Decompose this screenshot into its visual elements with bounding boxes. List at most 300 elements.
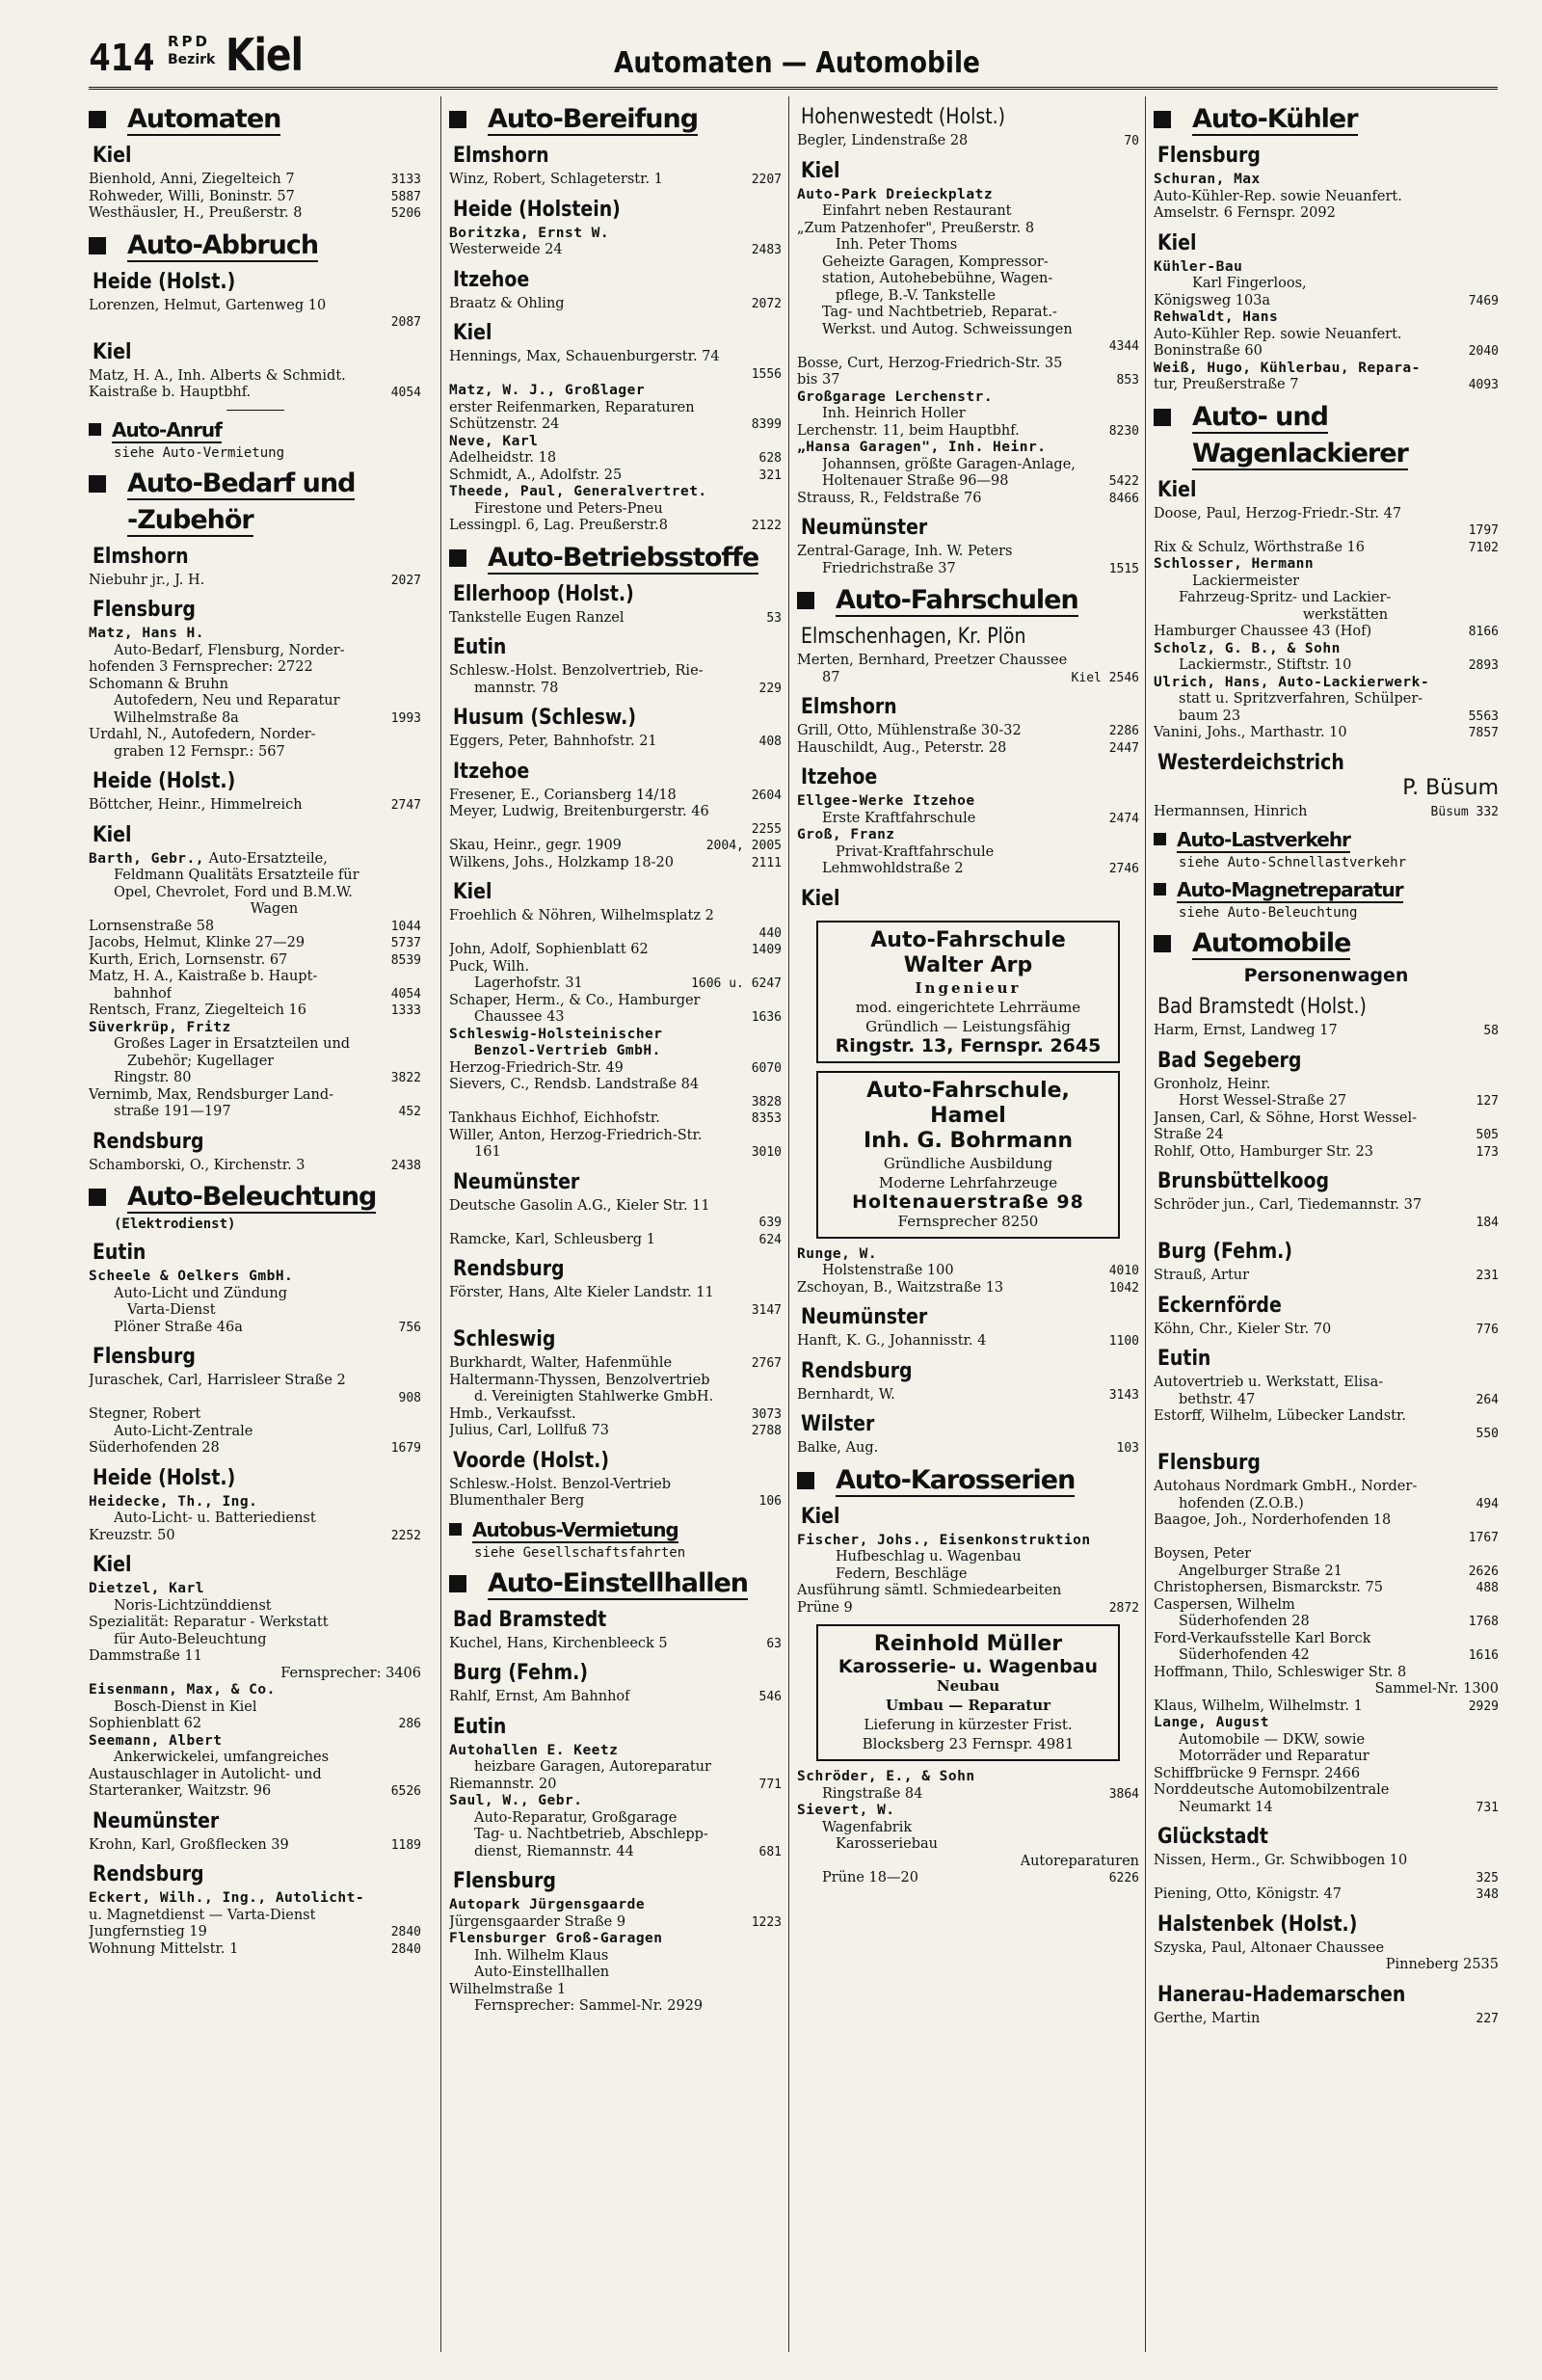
list-item: Hoffmann, Thilo, Schleswiger Str. 8: [1154, 1664, 1407, 1680]
list-item: 1556: [751, 366, 782, 382]
list-item: Heidecke, Th., Ing.: [89, 1493, 258, 1510]
list-item: hofenden (Z.O.B.) 494: [1179, 1495, 1499, 1511]
location-heading: Halstenbek (Holst.): [1157, 1912, 1358, 1937]
cross-reference: siehe Gesellschaftsfahrten: [474, 1544, 686, 1561]
list-item: Wagenfabrik: [822, 1819, 913, 1835]
cross-reference: siehe Auto-Beleuchtung: [1179, 905, 1358, 921]
list-item: Matz, H. A., Inh. Alberts & Schmidt.: [89, 367, 346, 384]
list-item: Braatz & Ohling 2072: [449, 295, 782, 311]
directory-page: [89, 29, 1498, 2352]
section-heading: Auto-Abbruch: [89, 230, 421, 261]
list-item: Opel, Chevrolet, Ford und B.M.W.: [114, 884, 353, 900]
list-item: Niebuhr jr., J. H. 2027: [89, 572, 421, 588]
list-item: Schiffbrücke 9 Fernspr. 2466: [1154, 1765, 1361, 1781]
list-item: Balke, Aug. 103: [797, 1440, 1139, 1456]
list-item: Winz, Robert, Schlageterstr. 1 2207: [449, 172, 782, 187]
list-item: Ford-Verkaufsstelle Karl Borck: [1154, 1630, 1371, 1646]
list-item: Tag- und Nachtbetrieb, Reparat.-: [822, 305, 1057, 320]
list-item: Friedrichstraße 37 1515: [822, 560, 1139, 576]
list-item: Eisenmann, Max, & Co.: [89, 1682, 276, 1698]
list-item: Begler, Lindenstraße 28 70: [797, 133, 1139, 148]
list-item: Ringstr. 80 3822: [114, 1070, 421, 1085]
bezirk-label: Bezirk: [168, 52, 216, 67]
location-heading: Kiel: [453, 880, 492, 904]
list-item: Gronholz, Heinr.: [1154, 1076, 1271, 1092]
list-item: Stegner, Robert: [89, 1406, 201, 1422]
location-heading: Bad Segeberg: [1157, 1048, 1302, 1073]
section-heading: Auto-Einstellhallen: [449, 1568, 782, 1599]
list-item: heizbare Garagen, Autoreparatur: [474, 1759, 711, 1775]
list-item: Herzog-Friedrich-Str. 49 6070: [449, 1059, 782, 1076]
list-item: Fischer, Johs., Eisenkonstruktion: [797, 1532, 1091, 1548]
list-item: graben 12 Fernspr.: 567: [114, 743, 285, 760]
list-item: Weiß, Hugo, Kühlerbau, Repara-: [1154, 360, 1421, 376]
section-heading: Auto-Fahrschulen: [797, 585, 1139, 616]
list-item: Hamburger Chaussee 43 (Hof) 8166: [1154, 624, 1499, 639]
list-item: Autovertrieb u. Werkstatt, Elisa-: [1154, 1375, 1384, 1390]
cross-reference: siehe Auto-Schnellastverkehr: [1179, 855, 1407, 870]
location-heading: Westerdeichstrich: [1157, 750, 1344, 775]
list-item: d. Vereinigten Stahlwerke GmbH.: [474, 1389, 714, 1404]
column-1: [89, 96, 421, 2352]
list-item: Lagerhofstr. 31 1606 u. 6247: [474, 976, 782, 991]
list-item: Juraschek, Carl, Harrisleer Straße 2: [89, 1373, 346, 1388]
location-heading: Elmshorn: [453, 144, 549, 168]
list-item: Dietzel, Karl: [89, 1581, 204, 1596]
ad-line: Holtenauerstraße 98: [852, 1190, 1084, 1213]
list-item: Prüne 9 2872: [797, 1599, 1139, 1616]
list-item: Motorräder und Reparatur: [1179, 1749, 1369, 1764]
list-item: straße 191—197 452: [114, 1104, 421, 1119]
list-item: Schleswig-Holsteinischer: [449, 1026, 663, 1042]
list-item: Grill, Otto, Mühlenstraße 30-32 2286: [797, 723, 1139, 738]
rpd-label: RPD: [168, 33, 210, 50]
list-item: Lange, August: [1154, 1715, 1269, 1730]
column-4: [1145, 96, 1499, 2352]
list-item: Großgarage Lerchenstr.: [797, 388, 994, 405]
list-item: Varta-Dienst: [127, 1302, 216, 1318]
list-item: Schlosser, Hermann: [1154, 556, 1315, 572]
location-heading: Eutin: [93, 1241, 146, 1265]
location-heading: Flensburg: [93, 1345, 196, 1369]
list-item: Klaus, Wilhelm, Wilhelmstr. 1 2929: [1154, 1698, 1499, 1714]
list-item: Meyer, Ludwig, Breitenburgerstr. 46: [449, 804, 709, 819]
list-item: Lackiermeister: [1192, 573, 1300, 589]
location-heading: Flensburg: [453, 1869, 556, 1893]
list-item: Karosseriebau: [836, 1836, 939, 1852]
list-item: station, Autohebebühne, Wagen-: [822, 271, 1053, 286]
list-item: Sophienblatt 62 286: [89, 1716, 421, 1731]
ad-line: Neubau: [936, 1677, 1000, 1695]
list-item: 3828: [751, 1094, 782, 1110]
list-item: Adelheidstr. 18 628: [449, 450, 782, 466]
divider: [226, 410, 284, 411]
ad-line: Moderne Lehrfahrzeuge: [878, 1173, 1058, 1191]
list-item: 2255: [751, 821, 782, 837]
list-item: Plöner Straße 46a 756: [114, 1319, 421, 1335]
location-heading: Heide (Holst.): [93, 1465, 236, 1490]
location-heading: Schleswig: [453, 1327, 556, 1351]
list-item: 1767: [1468, 1530, 1499, 1545]
list-item: Westhäusler, H., Preußerstr. 8 5206: [89, 205, 421, 221]
list-item: Hmb., Verkaufsst. 3073: [449, 1405, 782, 1422]
list-item: Schamborski, O., Kirchenstr. 3 2438: [89, 1157, 421, 1173]
list-item: John, Adolf, Sophienblatt 62 1409: [449, 942, 782, 957]
list-item: Schlesw.-Holst. Benzolvertrieb, Rie-: [449, 663, 704, 679]
list-item: erster Reifenmarken, Reparaturen: [449, 399, 695, 415]
list-item: Hufbeschlag u. Wagenbau: [836, 1549, 1022, 1564]
list-item: Autoreparaturen: [1020, 1853, 1139, 1869]
list-item: Auto-Licht- u. Batteriedienst: [114, 1511, 316, 1526]
section-heading: Auto-Beleuchtung: [89, 1182, 421, 1213]
list-item: Groß, Franz: [797, 827, 895, 842]
location-heading: Eutin: [1157, 1347, 1211, 1371]
list-item: pflege, B.-V. Tankstelle: [836, 287, 996, 304]
list-item: Wilhelmstraße 1: [449, 1981, 567, 1997]
list-item: Einfahrt neben Restaurant: [822, 203, 1012, 219]
location-heading: Heide (Holstein): [453, 197, 621, 222]
list-item: Seemann, Albert: [89, 1732, 223, 1749]
list-item: Böttcher, Heinr., Himmelreich 2747: [89, 797, 421, 813]
list-item: Ramcke, Karl, Schleusberg 1 624: [449, 1231, 782, 1247]
list-item: Westerweide 24 2483: [449, 242, 782, 257]
list-item: Auto-Licht-Zentrale: [114, 1423, 253, 1439]
list-item: Theede, Paul, Generalvertret.: [449, 484, 707, 499]
list-item: Wilkens, Johs., Holzkamp 18-20 2111: [449, 854, 782, 870]
location-heading: Eutin: [453, 1714, 507, 1739]
list-item: Zentral-Garage, Inh. W. Peters: [797, 544, 1013, 559]
ad-line: Umbau — Reparatur: [885, 1697, 1051, 1714]
list-item: 639: [758, 1216, 782, 1230]
list-item: Froehlich & Nöhren, Wilhelmsplatz 2: [449, 908, 714, 923]
list-item: Angelburger Straße 21 2626: [1179, 1563, 1499, 1579]
list-item: Spezialität: Reparatur - Werkstatt: [89, 1615, 329, 1630]
list-item: Inh. Peter Thoms: [836, 237, 958, 253]
list-item: Holtenauer Straße 96—98 5422: [822, 473, 1139, 489]
cross-reference: siehe Auto-Vermietung: [114, 444, 285, 461]
list-item: Norddeutsche Automobilzentrale: [1154, 1782, 1390, 1798]
column-3: [788, 96, 1139, 2352]
location-heading: Kiel: [93, 1553, 132, 1577]
list-item: 3147: [751, 1302, 782, 1318]
list-item: werkstätten: [1302, 606, 1389, 623]
list-item: Rohweder, Willi, Boninstr. 57 5887: [89, 188, 421, 204]
ad-line: mod. eingerichtete Lehrräume: [855, 998, 1081, 1016]
list-item: u. Magnetdienst — Varta-Dienst: [89, 1907, 316, 1923]
section-heading: Auto-Bedarf und: [89, 468, 421, 499]
list-item: „Zum Patzenhofer", Preußerstr. 8: [797, 220, 1035, 236]
list-item: Schaper, Herm., & Co., Hamburger: [449, 992, 701, 1008]
list-item: Jansen, Carl, & Söhne, Horst Wessel-: [1154, 1110, 1418, 1126]
list-item: „Hansa Garagen", Inh. Heinr.: [797, 440, 1047, 455]
list-item: Lehmwohldstraße 2 2746: [822, 861, 1139, 876]
list-item: Vernimb, Max, Rendsburger Land-: [89, 1086, 334, 1103]
list-item: Inh. Heinrich Holler: [822, 406, 966, 421]
section-heading: Auto-Lastverkehr: [1154, 828, 1499, 851]
list-item: Fernsprecher: 3406: [280, 1665, 421, 1681]
list-item: Neumarkt 14 731: [1179, 1799, 1499, 1815]
list-item: Willer, Anton, Herzog-Friedrich-Str.: [449, 1127, 703, 1143]
location-heading: Rendsburg: [801, 1358, 913, 1383]
list-item: 4344: [1108, 339, 1139, 354]
list-item: statt u. Spritzverfahren, Schülper-: [1179, 691, 1423, 707]
list-item: Baagoe, Joh., Norderhofenden 18: [1154, 1512, 1392, 1528]
list-item: 87 Kiel 2546: [822, 669, 1139, 685]
list-item: tur, Preußerstraße 7 4093: [1154, 377, 1499, 392]
list-item: Automobile — DKW, sowie: [1179, 1731, 1366, 1748]
list-item: Kurth, Erich, Lornsenstr. 67 8539: [89, 951, 421, 968]
section-heading: Autobus-Vermietung: [449, 1518, 782, 1541]
location-heading: Ellerhoop (Holst.): [453, 581, 634, 606]
list-item: Hanft, K. G., Johannisstr. 4 1100: [797, 1333, 1139, 1349]
location-heading: Hanerau-Hademarschen: [1157, 1982, 1406, 2007]
location-heading: Voorde (Holst.): [453, 1448, 610, 1473]
list-item: Süderhofenden 28 1679: [89, 1440, 421, 1456]
location-heading: Kiel: [1157, 230, 1197, 255]
page-title: Automaten — Automobile: [614, 46, 980, 80]
list-item: Köhn, Chr., Kieler Str. 70 776: [1154, 1321, 1499, 1337]
list-item: 550: [1476, 1426, 1499, 1441]
list-item: 908: [398, 1390, 421, 1405]
list-item: Auto-Park Dreieckplatz: [797, 186, 994, 202]
list-item: Eggers, Peter, Bahnhofstr. 21 408: [449, 734, 782, 749]
location-heading: Flensburg: [93, 598, 196, 622]
location-heading: Kiel: [93, 822, 132, 847]
category-heading: Personenwagen: [1243, 965, 1409, 986]
location-heading: Flensburg: [1157, 1451, 1261, 1475]
list-item: 440: [758, 925, 782, 941]
ad-line: Auto-Fahrschule: [870, 927, 1066, 952]
list-item: mannstr. 78 229: [474, 680, 782, 696]
list-item: Privat-Kraftfahrschule: [836, 843, 995, 860]
list-item: Ulrich, Hans, Auto-Lackierwerk-: [1154, 674, 1430, 690]
list-item: Kuchel, Hans, Kirchenbleeck 5 63: [449, 1635, 782, 1651]
section-heading: Auto- und: [1154, 402, 1499, 433]
list-item: Werkst. und Autog. Schweissungen: [822, 321, 1073, 337]
advertisement-box: [816, 921, 1120, 1063]
location-heading: Wilster: [801, 1412, 875, 1436]
location-heading: Kiel: [801, 886, 840, 911]
list-item: Kaistraße b. Hauptbhf. 4054: [89, 385, 421, 400]
list-item: Prüne 18—20 6226: [822, 1870, 1139, 1885]
list-item: Rahlf, Ernst, Am Bahnhof 546: [449, 1689, 782, 1704]
list-item: 184: [1476, 1215, 1499, 1230]
location-heading: Glückstadt: [1157, 1825, 1268, 1849]
list-item: Flensburger Groß-Garagen: [449, 1931, 663, 1946]
list-item: Noris-Lichtzünddienst: [114, 1597, 272, 1614]
list-item: Feldmann Qualitäts Ersatzteile für: [114, 868, 359, 883]
location-heading: Hohenwestedt (Holst.): [801, 105, 1006, 129]
list-item: Fahrzeug-Spritz- und Lackier-: [1179, 590, 1392, 605]
list-item: Auto-Kühler Rep. sowie Neuanfert.: [1154, 326, 1402, 342]
list-item: Caspersen, Wilhelm: [1154, 1596, 1295, 1613]
list-item: Schröder, E., & Sohn: [797, 1769, 975, 1784]
location-heading: Heide (Holst.): [93, 769, 236, 793]
list-item: Zubehör; Kugellager: [127, 1053, 275, 1069]
location-heading: Bad Bramstedt: [453, 1607, 607, 1632]
list-item: Merten, Bernhard, Preetzer Chaussee: [797, 653, 1068, 668]
list-item: Firestone und Peters-Pneu: [474, 500, 663, 517]
list-item: Hermannsen, Hinrich Büsum 332: [1154, 803, 1499, 819]
list-item: Schröder jun., Carl, Tiedemannstr. 37: [1154, 1197, 1422, 1213]
list-item: Wohnung Mittelstr. 1 2840: [89, 1940, 421, 1957]
location-heading: Neumünster: [801, 516, 928, 540]
list-item: hofenden 3 Fernsprecher: 2722: [89, 659, 313, 675]
ad-line: Gründliche Ausbildung: [883, 1154, 1053, 1172]
list-item: Sievers, C., Rendsb. Landstraße 84: [449, 1077, 700, 1092]
list-item: Auto-Kühler-Rep. sowie Neuanfert.: [1154, 188, 1402, 204]
list-item: Chaussee 43 1636: [474, 1009, 782, 1025]
location-heading: Brunsbüttelkoog: [1157, 1169, 1329, 1193]
list-item: bahnhof 4054: [114, 985, 421, 1002]
list-item: Piening, Otto, Königstr. 47 348: [1154, 1886, 1499, 1902]
list-item: Skau, Heinr., gegr. 1909 2004, 2005: [449, 838, 782, 853]
ad-line: Blocksberg 23 Fernspr. 4981: [862, 1735, 1075, 1752]
section-heading: Auto-Bereifung: [449, 104, 782, 135]
location-heading-sub: P. Büsum: [1402, 775, 1499, 800]
location-heading: Neumünster: [801, 1305, 928, 1329]
list-item: Süderhofenden 28 1768: [1179, 1614, 1499, 1629]
list-item: bethstr. 47 264: [1179, 1391, 1499, 1407]
list-item: Boninstraße 60 2040: [1154, 343, 1499, 359]
section-heading: Automaten: [89, 104, 421, 135]
list-item: Rix & Schulz, Wörthstraße 16 7102: [1154, 539, 1499, 555]
list-item: Fernsprecher: Sammel-Nr. 2929: [474, 1998, 704, 2014]
list-item: Auto-Einstellhallen: [474, 1965, 610, 1980]
section-heading: Automobile: [1154, 928, 1499, 959]
location-heading: Heide (Holst.): [93, 269, 236, 294]
list-item: Tankstelle Eugen Ranzel 53: [449, 609, 782, 626]
list-item: Puck, Wilh.: [449, 958, 530, 975]
list-item: dienst, Riemannstr. 44 681: [474, 1843, 782, 1859]
location-heading: Husum (Schlesw.): [453, 706, 636, 730]
ad-line: Reinhold Müller: [873, 1632, 1063, 1656]
list-item: Scholz, G. B., & Sohn: [1154, 640, 1341, 656]
list-item: Jacobs, Helmut, Klinke 27—29 5737: [89, 935, 421, 950]
list-item: Ausführung sämtl. Schmiedearbeiten: [797, 1583, 1062, 1598]
location-heading: Kiel: [93, 144, 132, 168]
list-item: Federn, Beschläge: [836, 1565, 968, 1582]
list-item: Jungfernstieg 19 2840: [89, 1924, 421, 1939]
list-item: Königsweg 103a 7469: [1154, 292, 1499, 308]
list-item: Eckert, Wilh., Ing., Autolicht-: [89, 1890, 365, 1906]
list-item: Erste Kraftfahrschule 2474: [822, 810, 1139, 826]
location-heading: Burg (Fehm.): [453, 1661, 589, 1685]
city-title: Kiel: [226, 29, 304, 81]
list-item: Ringstraße 84 3864: [822, 1785, 1139, 1802]
list-item: Neve, Karl: [449, 433, 539, 449]
ad-line: Inh. G. Bohrmann: [863, 1128, 1074, 1153]
location-heading: Itzehoe: [801, 765, 878, 789]
location-heading: Flensburg: [1157, 144, 1261, 168]
location-heading: Kiel: [93, 339, 132, 364]
list-item: Szyska, Paul, Altonaer Chaussee: [1154, 1939, 1385, 1956]
list-item: Strauss, R., Feldstraße 76 8466: [797, 490, 1139, 506]
location-heading: Elmshorn: [801, 695, 897, 719]
section-heading: Auto-Magnetreparatur: [1154, 878, 1499, 901]
list-item: Zschoyan, B., Waitzstraße 13 1042: [797, 1279, 1139, 1296]
location-heading: Elmshorn: [93, 544, 189, 569]
section-subtitle: (Elektrodienst): [114, 1217, 236, 1232]
list-item: Karl Fingerloos,: [1192, 276, 1307, 291]
list-item: Holstenstraße 100 4010: [822, 1263, 1139, 1278]
list-item: Rohlf, Otto, Hamburger Str. 23 173: [1154, 1143, 1499, 1160]
list-item: Sammel-Nr. 1300: [1374, 1681, 1499, 1697]
list-item: Blumenthaler Berg 106: [449, 1493, 782, 1509]
location-heading: Burg (Fehm.): [1157, 1240, 1293, 1264]
list-item: Großes Lager in Ersatzteilen und: [114, 1036, 351, 1052]
list-item: baum 23 5563: [1179, 708, 1499, 724]
list-item: 325: [1476, 1870, 1499, 1885]
list-item: Matz, H. A., Kaistraße b. Haupt-: [89, 969, 318, 984]
advertisement-box: [816, 1071, 1120, 1239]
location-heading: Eutin: [453, 635, 507, 659]
list-item: Krohn, Karl, Großflecken 39 1189: [89, 1836, 421, 1853]
list-item: Bosch-Dienst in Kiel: [114, 1698, 257, 1715]
advertisement-box: [816, 1624, 1120, 1761]
ad-line: Fernsprecher 8250: [897, 1212, 1039, 1230]
list-item: Urdahl, N., Autofedern, Norder-: [89, 727, 316, 742]
list-item: Auto-Bedarf, Flensburg, Norder-: [114, 642, 345, 658]
list-item: Auto-Reparatur, Großgarage: [474, 1809, 678, 1826]
ad-line: Auto-Fahrschule, Hamel: [866, 1078, 1070, 1128]
list-item: Förster, Hans, Alte Kieler Landstr. 11: [449, 1285, 714, 1300]
list-item: Jürgensgaarder Straße 9 1223: [449, 1913, 782, 1930]
list-item: Barth, Gebr., Auto-Ersatzteile,: [89, 850, 328, 867]
location-heading: Rendsburg: [93, 1862, 204, 1886]
list-item: Rehwaldt, Hans: [1154, 309, 1279, 325]
location-heading: Kiel: [801, 158, 840, 183]
list-item: Runge, W.: [797, 1245, 878, 1262]
page-header: [89, 29, 1498, 90]
list-item: Johannsen, größte Garagen-Anlage,: [822, 456, 1076, 472]
list-item: Schützenstr. 24 8399: [449, 416, 782, 432]
list-item: Benzol-Vertrieb GmbH.: [474, 1043, 661, 1058]
list-item: Horst Wessel-Straße 27 127: [1179, 1093, 1499, 1109]
section-heading-cont: Wagenlackierer: [1192, 438, 1408, 468]
list-item: Starteranker, Waitzstr. 96 6526: [89, 1783, 421, 1799]
list-item: Bosse, Curt, Herzog-Friedrich-Str. 35: [797, 355, 1063, 371]
location-heading: Bad Bramstedt (Holst.): [1157, 995, 1367, 1019]
list-item: Auto-Licht und Zündung: [114, 1285, 287, 1301]
list-item: Wilhelmstraße 8a 1993: [114, 709, 421, 726]
list-item: Matz, Hans H.: [89, 626, 204, 641]
ad-line: Lieferung in kürzester Frist.: [864, 1716, 1073, 1733]
list-item: Saul, W., Gebr.: [449, 1793, 583, 1808]
location-heading: Neumünster: [93, 1808, 220, 1833]
list-item: Tankhaus Eichhof, Eichhofstr. 8353: [449, 1110, 782, 1126]
location-heading: Itzehoe: [453, 759, 530, 784]
list-item: Harm, Ernst, Landweg 17 58: [1154, 1023, 1499, 1038]
list-item: Doose, Paul, Herzog-Friedr.-Str. 47: [1154, 505, 1402, 521]
list-item: Austauschlager in Autolicht- und: [89, 1766, 322, 1782]
page-number: 414: [89, 37, 155, 79]
location-heading: Itzehoe: [453, 267, 530, 292]
list-item: Autofedern, Neu und Reparatur: [114, 693, 340, 709]
section-heading: Auto-Anruf: [89, 418, 421, 441]
list-item: Boritzka, Ernst W.: [449, 225, 610, 241]
list-item: Rentsch, Franz, Ziegelteich 16 1333: [89, 1003, 421, 1018]
list-item: Lackiermstr., Stiftstr. 10 2893: [1179, 657, 1499, 673]
list-item: Scheele & Oelkers GmbH.: [89, 1269, 294, 1284]
list-item: Kühler-Bau: [1154, 258, 1243, 275]
ad-line: Walter Arp: [903, 952, 1033, 977]
list-item: Burkhardt, Walter, Hafenmühle 2767: [449, 1355, 782, 1371]
list-item: Bernhardt, W. 3143: [797, 1386, 1139, 1403]
list-item: Lerchenstr. 11, beim Hauptbhf. 8230: [797, 422, 1139, 439]
list-item: Schmidt, A., Adolfstr. 25 321: [449, 467, 782, 483]
list-item: Nissen, Herm., Gr. Schwibbogen 10: [1154, 1853, 1408, 1868]
